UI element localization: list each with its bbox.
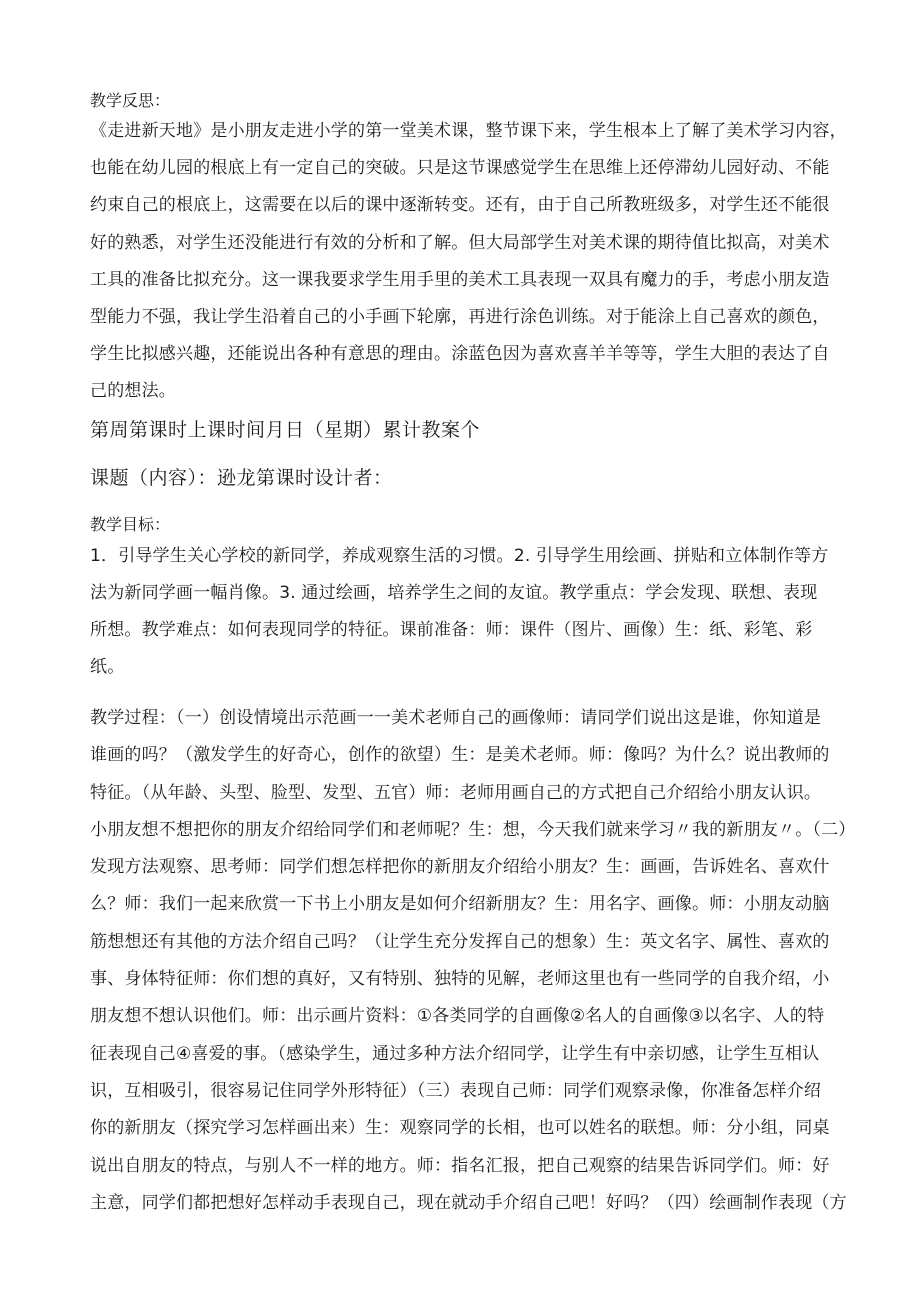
reflection-line: 己的想法。	[90, 381, 176, 402]
reflection-line: 型能力不强，我让学生沿着自己的小手画下轮廓，再进行涂色训练。对于能涂上自己喜欢的颜色，	[90, 307, 830, 328]
process-paragraph	[90, 700, 856, 1222]
process-line: 事、身体特征师：你们想的真好，又有特别、独特的见解，老师这里也有一些同学的自我介绍，小	[90, 969, 830, 990]
reflection-line: 约束自己的根底上，这需要在以后的课中逐渐转变。还有，由于自己所教班级多，对学生还不能很	[90, 195, 830, 216]
reflection-line: 工具的准备比拟充分。这一课我要求学生用手里的美术工具表现一双具有魔力的手，考虑小朋友造	[90, 269, 830, 290]
process-line: 说出自朋友的特点，与别人不一样的地方。师：指名汇报，把自己观察的结果告诉同学们。师：好	[90, 1155, 830, 1176]
process-line: 小朋友想不想把你的朋友介绍给同学们和老师呢？生：想，今天我们就来学习〃我的新朋友〃。（二）	[90, 819, 856, 840]
objectives-line: 纸。	[90, 657, 125, 677]
process-line: 主意，同学们都把想好怎样动手表现自己，现在就动手介绍自己吧！好吗？（四）绘画制作表现（方	[90, 1192, 847, 1213]
reflection-paragraph	[90, 113, 847, 411]
reflection-title: 教学反思：	[90, 91, 171, 110]
objectives-paragraph	[90, 538, 832, 686]
topic-heading: 课题（内容）：逊龙第课时设计者：	[90, 467, 393, 489]
objectives-line: 法为新同学画一幅肖像。3. 通过绘画，培养学生之间的友谊。教学重点：学会发现、联想、表现	[90, 583, 818, 603]
objectives-line: 所想。教学难点：如何表现同学的特征。课前准备：师：课件（图片、画像）生：纸、彩笔、彩	[90, 620, 813, 640]
process-line: 谁画的吗？（激发学生的好奇心，创作的欲望）生：是美术老师。师：像吗？为什么？说出教师的	[90, 745, 830, 766]
process-line: 发现方法观察、思考师：同学们想怎样把你的新朋友介绍给小朋友？生：画画，告诉姓名、喜欢什	[90, 857, 830, 878]
process-line: 特征。（从年龄、头型、脸型、发型、五官）师：老师用画自己的方式把自己介绍给小朋友认识。	[90, 782, 822, 803]
schedule-heading: 第周第课时上课时间月日（星期）累计教案个	[90, 419, 481, 441]
objectives-title: 教学目标：	[90, 515, 171, 534]
reflection-line: 学生比拟感兴趣，还能说出各种有意思的理由。涂蓝色因为喜欢喜羊羊等等，学生大胆的表达了自	[90, 344, 830, 365]
process-line: 朋友想不想认识他们。师：出示画片资料：①各类同学的自画像②名人的自画像③以名字、人的特	[90, 1006, 825, 1027]
objectives-line: 1．引导学生关心学校的新同学，养成观察生活的习惯。2. 引导学生用绘画、拼贴和立体制作等方	[90, 546, 829, 566]
process-line: 识，互相吸引，很容易记住同学外形特征）（三）表现自己师：同学们观察录像，你准备怎样介绍	[90, 1080, 822, 1101]
process-line: 么？师：我们一起来欣赏一下书上小朋友是如何介绍新朋友？生：用名字、画像。师：小朋友动脑	[90, 894, 830, 915]
process-line: 你的新朋友（探究学习怎样画出来）生：观察同学的长相，也可以姓名的联想。师：分小组，同桌	[90, 1118, 830, 1139]
reflection-line: 也能在幼儿园的根底上有一定自己的突破。只是这节课感觉学生在思维上还停滞幼儿园好动、不能	[90, 158, 830, 179]
process-line: 征表现自己④喜爱的事。（感染学生，通过多种方法介绍同学，让学生有中亲切感，让学生互相认	[90, 1043, 820, 1064]
reflection-line: 好的熟悉，对学生还没能进行有效的分析和了解。但大局部学生对美术课的期待值比拟高，对美术	[90, 232, 830, 253]
reflection-line: 《走进新天地》是小朋友走进小学的第一堂美术课，整节课下来，学生根本上了解了美术学习内容，	[90, 121, 847, 141]
process-line: 筋想想还有其他的方法介绍自己吗？（让学生充分发挥自己的想象）生：英文名字、属性、喜欢的	[90, 931, 830, 952]
process-line: 教学过程：（一）创设情境出示范画一一美术老师自己的画像师：请同学们说出这是谁，你知道是	[90, 708, 822, 728]
